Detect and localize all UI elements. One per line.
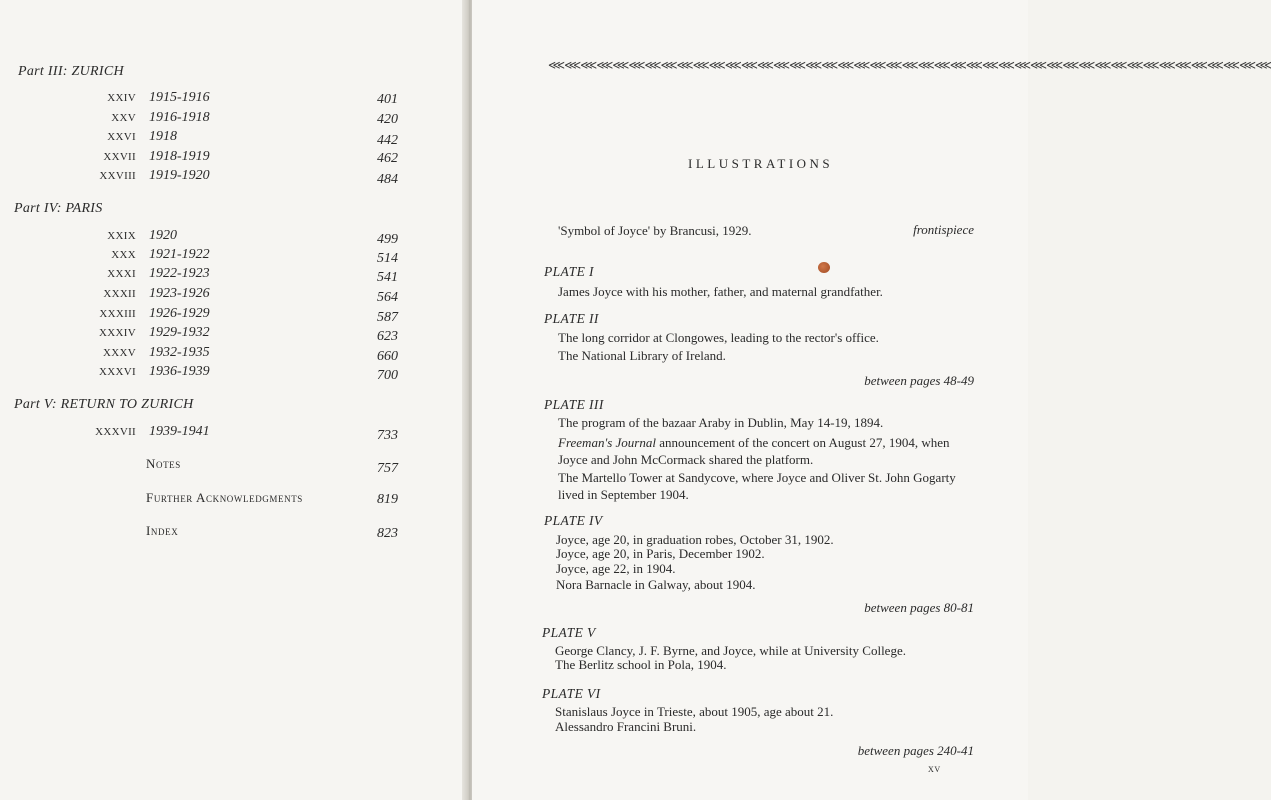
chapter-number: XXIV — [107, 92, 136, 104]
journal-title: Freeman's Journal — [558, 435, 656, 450]
plate-caption: George Clancy, J. F. Byrne, and Joyce, while at University College. — [555, 643, 906, 658]
chapter-page: 564 — [377, 290, 398, 305]
plate-caption: The long corridor at Clongowes, leading to the rector's office. — [558, 330, 879, 345]
chapter-years: 1922-1923 — [149, 266, 210, 281]
plate-caption: The Berlitz school in Pola, 1904. — [555, 657, 727, 672]
chapter-years: 1926-1929 — [149, 306, 210, 321]
chapter-number: XXXVI — [99, 366, 136, 378]
frontispiece-caption: 'Symbol of Joyce' by Brancusi, 1929. — [558, 223, 752, 238]
chapter-page: 700 — [377, 368, 398, 383]
ornamental-border: ⋘⋘⋘⋘⋘⋘⋘⋘⋘⋘⋘⋘⋘⋘⋘⋘⋘⋘⋘⋘⋘⋘⋘⋘⋘⋘⋘⋘⋘⋘⋘⋘⋘⋘⋘⋘⋘⋘⋘⋘⋘⋘⋘⋘⋘ — [548, 58, 1271, 72]
back-matter-page: 819 — [377, 492, 398, 507]
chapter-page: 623 — [377, 329, 398, 344]
between-pages: between pages 48-49 — [864, 373, 974, 388]
plate-label: PLATE IV — [544, 513, 603, 528]
between-pages: between pages 240-41 — [857, 743, 974, 758]
plate-caption: Stanislaus Joyce in Trieste, about 1905, age about 21. — [555, 704, 834, 719]
plate-caption: James Joyce with his mother, father, and maternal grandfather. — [558, 284, 883, 299]
chapter-number: XXXI — [107, 268, 136, 280]
chapter-years: 1915-1916 — [149, 90, 210, 105]
chapter-years: 1939-1941 — [149, 424, 210, 439]
chapter-number: XXXIII — [99, 308, 136, 320]
plate-label: PLATE III — [544, 397, 604, 412]
chapter-number: XXXV — [103, 347, 136, 359]
plate-caption: Joyce, age 20, in graduation robes, October 31, 1902. — [556, 532, 834, 547]
chapter-years: 1923-1926 — [149, 286, 210, 301]
chapter-page: 514 — [377, 251, 398, 266]
plate-caption-block — [558, 434, 974, 468]
chapter-number: XXVI — [107, 131, 136, 143]
paper-stain — [818, 262, 830, 273]
plate-label: PLATE VI — [542, 686, 601, 701]
back-matter-title: Further Acknowledgments — [146, 490, 303, 505]
chapter-years: 1920 — [149, 228, 177, 243]
chapter-number: XXXII — [103, 288, 136, 300]
chapter-number: XXIX — [107, 230, 136, 242]
chapter-years: 1929-1932 — [149, 325, 210, 340]
left-page — [0, 0, 468, 800]
plate-caption: The National Library of Ireland. — [558, 348, 726, 363]
chapter-page: 484 — [377, 172, 398, 187]
plate-label: PLATE V — [542, 625, 596, 640]
chapter-number: XXXIV — [99, 327, 136, 339]
chapter-number: XXX — [111, 249, 136, 261]
chapter-page: 499 — [377, 232, 398, 247]
chapter-years: 1921-1922 — [149, 247, 210, 262]
chapter-years: 1919-1920 — [149, 168, 210, 183]
chapter-years: 1932-1935 — [149, 345, 210, 360]
plate-caption: The Martello Tower at Sandycove, where Joyce and Oliver St. John Gogarty lived in September 1904. — [558, 470, 956, 502]
chapter-page: 401 — [377, 92, 398, 107]
chapter-page: 420 — [377, 112, 398, 127]
frontispiece-location: frontispiece — [913, 222, 974, 237]
plate-caption: Joyce, age 22, in 1904. — [556, 561, 676, 576]
plate-label: PLATE I — [544, 264, 594, 279]
plate-caption: Alessandro Francini Bruni. — [555, 719, 697, 734]
plate-caption: Joyce, age 20, in Paris, December 1902. — [556, 546, 765, 561]
chapter-page: 660 — [377, 349, 398, 364]
back-matter-page: 757 — [377, 461, 398, 476]
chapter-years: 1916-1918 — [149, 110, 210, 125]
part-title: Part IV: PARIS — [14, 201, 103, 216]
chapter-number: XXVIII — [99, 170, 136, 182]
plate-label: PLATE II — [544, 311, 599, 326]
part-title: Part V: RETURN TO ZURICH — [14, 397, 194, 412]
back-matter-title: Notes — [146, 456, 181, 471]
chapter-number: XXXVII — [95, 426, 136, 438]
chapter-years: 1918 — [149, 129, 177, 144]
page-heading: ILLUSTRATIONS — [688, 156, 834, 171]
back-matter-title: Index — [146, 523, 179, 538]
chapter-years: 1918-1919 — [149, 149, 210, 164]
plate-caption: The program of the bazaar Araby in Dublin, May 14-19, 1894. — [558, 415, 884, 430]
chapter-page: 462 — [377, 151, 398, 166]
back-matter-page: 823 — [377, 526, 398, 541]
chapter-years: 1936-1939 — [149, 364, 210, 379]
plate-caption: announcement of the concert on August 27, 1904, when Joyce and John McCormack shared the platform. — [558, 435, 950, 467]
chapter-page: 541 — [377, 270, 398, 285]
chapter-page: 587 — [377, 310, 398, 325]
part-title: Part III: ZURICH — [18, 64, 124, 79]
chapter-number: XXV — [111, 112, 136, 124]
chapter-page: 442 — [377, 133, 398, 148]
between-pages: between pages 80-81 — [864, 600, 974, 615]
page-number: xv — [928, 761, 941, 775]
plate-caption: Nora Barnacle in Galway, about 1904. — [556, 577, 756, 592]
chapter-number: XXVII — [103, 151, 136, 163]
chapter-page: 733 — [377, 428, 398, 443]
